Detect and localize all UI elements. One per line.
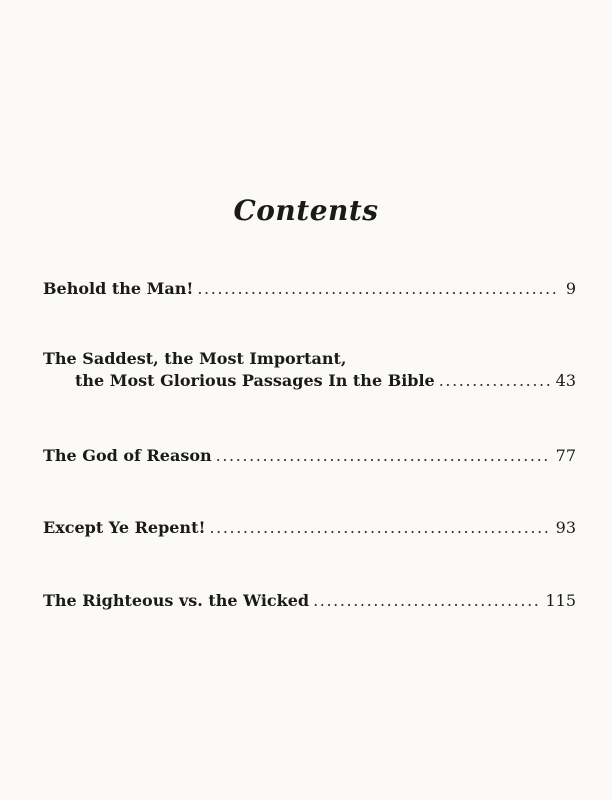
toc-entry-title: The Righteous vs. the Wicked (43, 591, 310, 610)
dot-leader (209, 517, 549, 539)
toc-entry-page-number: 77 (555, 446, 576, 465)
toc-entry-line (43, 445, 576, 467)
toc-entry-line (43, 590, 576, 612)
dot-leader (216, 445, 550, 467)
toc-entry-line (43, 278, 576, 300)
toc-entry (43, 517, 576, 539)
toc-entry-line (43, 517, 576, 539)
toc-entry-title: The God of Reason (43, 446, 212, 465)
toc-entry (43, 348, 576, 392)
dot-leader (313, 590, 539, 612)
dot-leader (439, 370, 550, 392)
page-title: Contents (233, 194, 379, 227)
toc-entry (43, 590, 576, 612)
toc-entry-page-number: 9 (565, 279, 576, 298)
toc-entry (43, 445, 576, 467)
toc-entry-title: Behold the Man! (43, 279, 194, 298)
toc-entry-title: Except Ye Repent! (43, 518, 206, 537)
toc-entry-page-number: 43 (555, 371, 576, 390)
toc-entry-line (43, 348, 576, 370)
toc-entry-page-number: 115 (545, 591, 576, 610)
toc-entry-title: The Saddest, the Most Important, (43, 349, 347, 368)
toc-entry-line-continued (43, 370, 576, 392)
toc-entry-title-continued: the Most Glorious Passages In the Bible (75, 371, 435, 390)
toc-entry-page-number: 93 (555, 518, 576, 537)
toc-entry (43, 278, 576, 300)
dot-leader (197, 278, 559, 300)
